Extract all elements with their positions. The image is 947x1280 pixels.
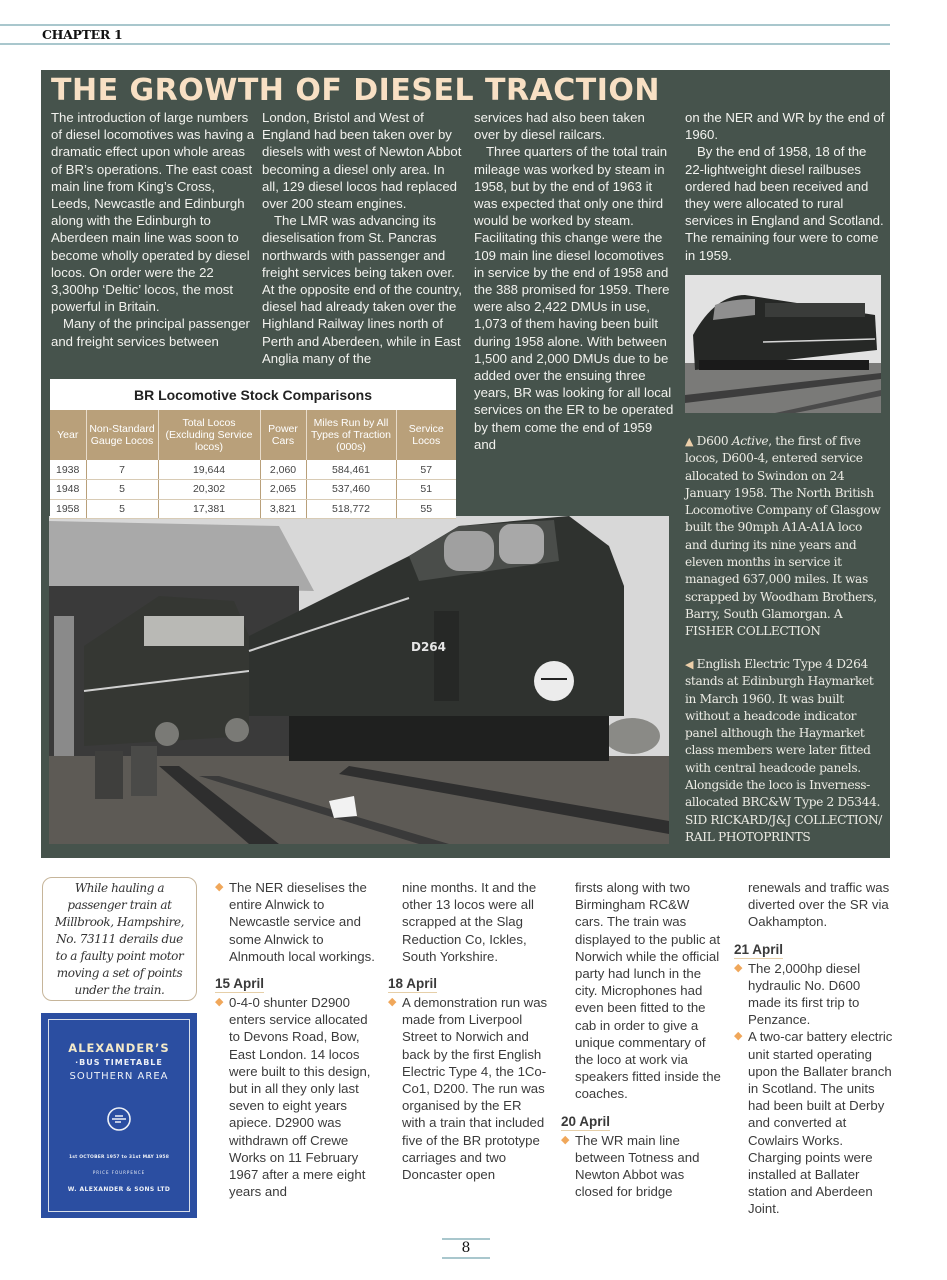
pull-quote: While hauling a passenger train at Millbrook, Hampshire, No. 73111 derails due to a faulty point motor moving a set of points under the train. [42, 877, 197, 1001]
triangle-left-icon: ◀ [685, 658, 694, 671]
svg-text:D264: D264 [411, 640, 447, 654]
article-column-4 [685, 109, 885, 264]
timeline-column-1 [215, 879, 375, 1200]
caption-d600: ▲ D600 Active, the first of five locos, D600-4, entered service allocated to Swindon on 24 January 1958. The North British Locomotive Company of Glasgow built the 90mph A1A-A1A loco and during its nine years and eleven months in service it managed 637,000 miles. It was scrapped by Woodham Brothers, Barry, South Glamorgan. A FISHER COLLECTION [685, 434, 881, 639]
diamond-bullet-icon: ◆ [215, 996, 224, 1009]
timeline-item: ◆ The NER dieselises the entire Alnwick to Newcastle service and some Alnwick to Alnmouth local workings. [215, 880, 375, 964]
timeline-item: ◆ A demonstration run was made from Liverpool Street to Norwich and back by the first English Electric Type 4, the 1Co-Co1, D200. The run was organised by the ER with a train that included five of the BR prototype carriages and two Doncaster open [388, 995, 548, 1183]
table-row: 1938 7 19,644 2,060 584,461 57 [50, 460, 456, 480]
caption-d264: ◀ English Electric Type 4 D264 stands at Edinburgh Haymarket in March 1960. It was built without a headcode indicator panel although the Haymarket class members were later fitted with central headcode panels. Alongside the loco is Inverness-allocated BRC&W Type 2 D5344. SID RICKARD/J&J COLLECTION/ RAIL PHOTOPRINTS [685, 657, 883, 844]
table-header-row [50, 410, 456, 460]
feature-panel [41, 70, 890, 858]
table-row: 1948 5 20,302 2,065 537,460 51 [50, 480, 456, 500]
col-header-service: Service Locos [396, 410, 456, 460]
timeline-date: 18 April [388, 976, 438, 992]
header-rule-bottom [0, 43, 890, 45]
timeline-column-4 [734, 879, 894, 1218]
timeline-column-3 [561, 879, 721, 1200]
timeline-date: 20 April [561, 1113, 611, 1129]
timeline-item: ◆ 0-4-0 shunter D2900 enters service allocated to Devons Road, Bow, East London. 14 locos were built to this design, but in all they only last seven to eight years apiece. D2900 was withdrawn off Crewe Works on 11 February 1967 after a mere eight years and [215, 995, 371, 1200]
diamond-bullet-icon: ◆ [734, 1030, 743, 1043]
timeline-continuation: firsts along with two Birmingham RC&W cars. The train was displayed to the public at Norwich while the official party had lunch in the city. Microphones had even been fitted to the cab in order to give a unique commentary of the loco at work via speakers fitted inside the coaches. [575, 880, 721, 1102]
diamond-bullet-icon: ◆ [561, 1133, 570, 1146]
photo-d600 [685, 275, 881, 413]
bird-logo-icon [41, 1106, 197, 1136]
locomotive-photo-icon [49, 516, 669, 844]
table-row: 1958 5 17,381 3,821 518,772 55 [50, 499, 456, 519]
timeline-continuation: nine months. It and the other 13 locos were all scrapped at the Slag Reduction Co, Ickles, South Yorkshire. [402, 880, 537, 964]
article-column-2 [262, 109, 462, 367]
article-column-3 [474, 109, 674, 453]
col-header-power-cars: Power Cars [260, 410, 306, 460]
chapter-label: CHAPTER 1 [42, 27, 123, 42]
timeline-item: ◆ The 2,000hp diesel hydraulic No. D600 made its first trip to Penzance. [734, 960, 861, 1028]
paragraph: The introduction of large numbers of diesel locomotives was having a dramatic effect upon whole areas of BR’s operations. The east coast main line from King’s Cross, Leeds, Newcastle and Edinburgh along with the Edinburgh to Aberdeen main line was soon to become wholly operated by diesel locos. On order were the 22 3,300hp ‘Deltic’ locos, the most powerful in Britain. [51, 110, 255, 315]
stock-comparison-table [50, 379, 456, 519]
timeline-column-2 [388, 879, 548, 1183]
paragraph: London, Bristol and West of England had been taken over by diesels with west of Newton Abbot becoming a diesel only area. In all, 129 diesel locos had replaced over 200 steam engines. [262, 110, 462, 212]
timeline-item: ◆ The WR main line between Totness and Newton Abbot was closed for bridge [561, 1132, 700, 1200]
col-header-year: Year [50, 410, 86, 460]
page-number-rule-bottom [442, 1257, 490, 1259]
diamond-bullet-icon: ◆ [215, 881, 224, 893]
table-title: BR Locomotive Stock Comparisons [133, 387, 373, 403]
paragraph: By the end of 1958, 18 of the 22-lightweight diesel railbuses ordered had been received and they were allocated to rural services in England and Scotland. The remaining four were to come in 1959. [685, 144, 884, 263]
timeline-date: 15 April [215, 976, 265, 992]
paragraph: The LMR was advancing its dieselisation from St. Pancras northwards with passenger and freight services being taken over. At the opposite end of the country, diesel had already taken over the Highland Railway lines north of Perth and Aberdeen, while in East Anglia many of the [262, 213, 462, 366]
header-rule-top [0, 24, 890, 26]
page-number: 8 [461, 1240, 471, 1256]
photo-d264-haymarket [49, 516, 669, 844]
paragraph: Three quarters of the total train mileage was worked by steam in 1958, but by the end of 1963 it was expected that only one third would be worked by steam. Facilitating this change were the 109 main line diesel locomotives in service by the end of 1958 and the 388 promised for 1959. There were also 2,422 DMUs in use, 1,073 of them having been built during 1958 alone. With between 1,500 and 2,000 DMUs due to be added over the ensuing three years, BR was looking for all local services on the ER to be operated by them come the end of 1959 and [474, 144, 674, 452]
timetable-cover-image: ALEXANDER’S ·BUS TIMETABLE SOUTHERN AREA 1st OCTOBER 1957 to 31st MAY 1958 PRICE FOURPENCE W. ALEXANDER & SONS LTD [41, 1013, 197, 1218]
col-header-total: Total Locos (Excluding Service locos) [158, 410, 260, 460]
paragraph: services had also been taken over by diesel railcars. [474, 110, 645, 143]
paragraph: on the NER and WR by the end of 1960. [685, 110, 885, 143]
col-header-miles: Miles Run by All Types of Traction (000s) [306, 410, 396, 460]
diamond-bullet-icon: ◆ [388, 996, 397, 1009]
timeline-date: 21 April [734, 941, 784, 957]
article-column-1 [51, 109, 256, 350]
triangle-up-icon: ▲ [685, 435, 694, 448]
article-title: THE GROWTH OF DIESEL TRACTION [51, 73, 661, 108]
locomotive-photo-icon [685, 275, 881, 413]
col-header-nonstandard: Non-Standard Gauge Locos [86, 410, 158, 460]
timeline-continuation: renewals and traffic was diverted over the SR via Oakhampton. [748, 880, 890, 930]
paragraph: Many of the principal passenger and freight services between [51, 316, 250, 349]
diamond-bullet-icon: ◆ [734, 961, 743, 974]
timeline-item: ◆ A two-car battery electric unit started operating upon the Ballater branch in Scotland. The units had been built at Derby and converted at Cowlairs Works. Charging points were installed at Ballater station and Aberdeen Joint. [734, 1029, 893, 1217]
